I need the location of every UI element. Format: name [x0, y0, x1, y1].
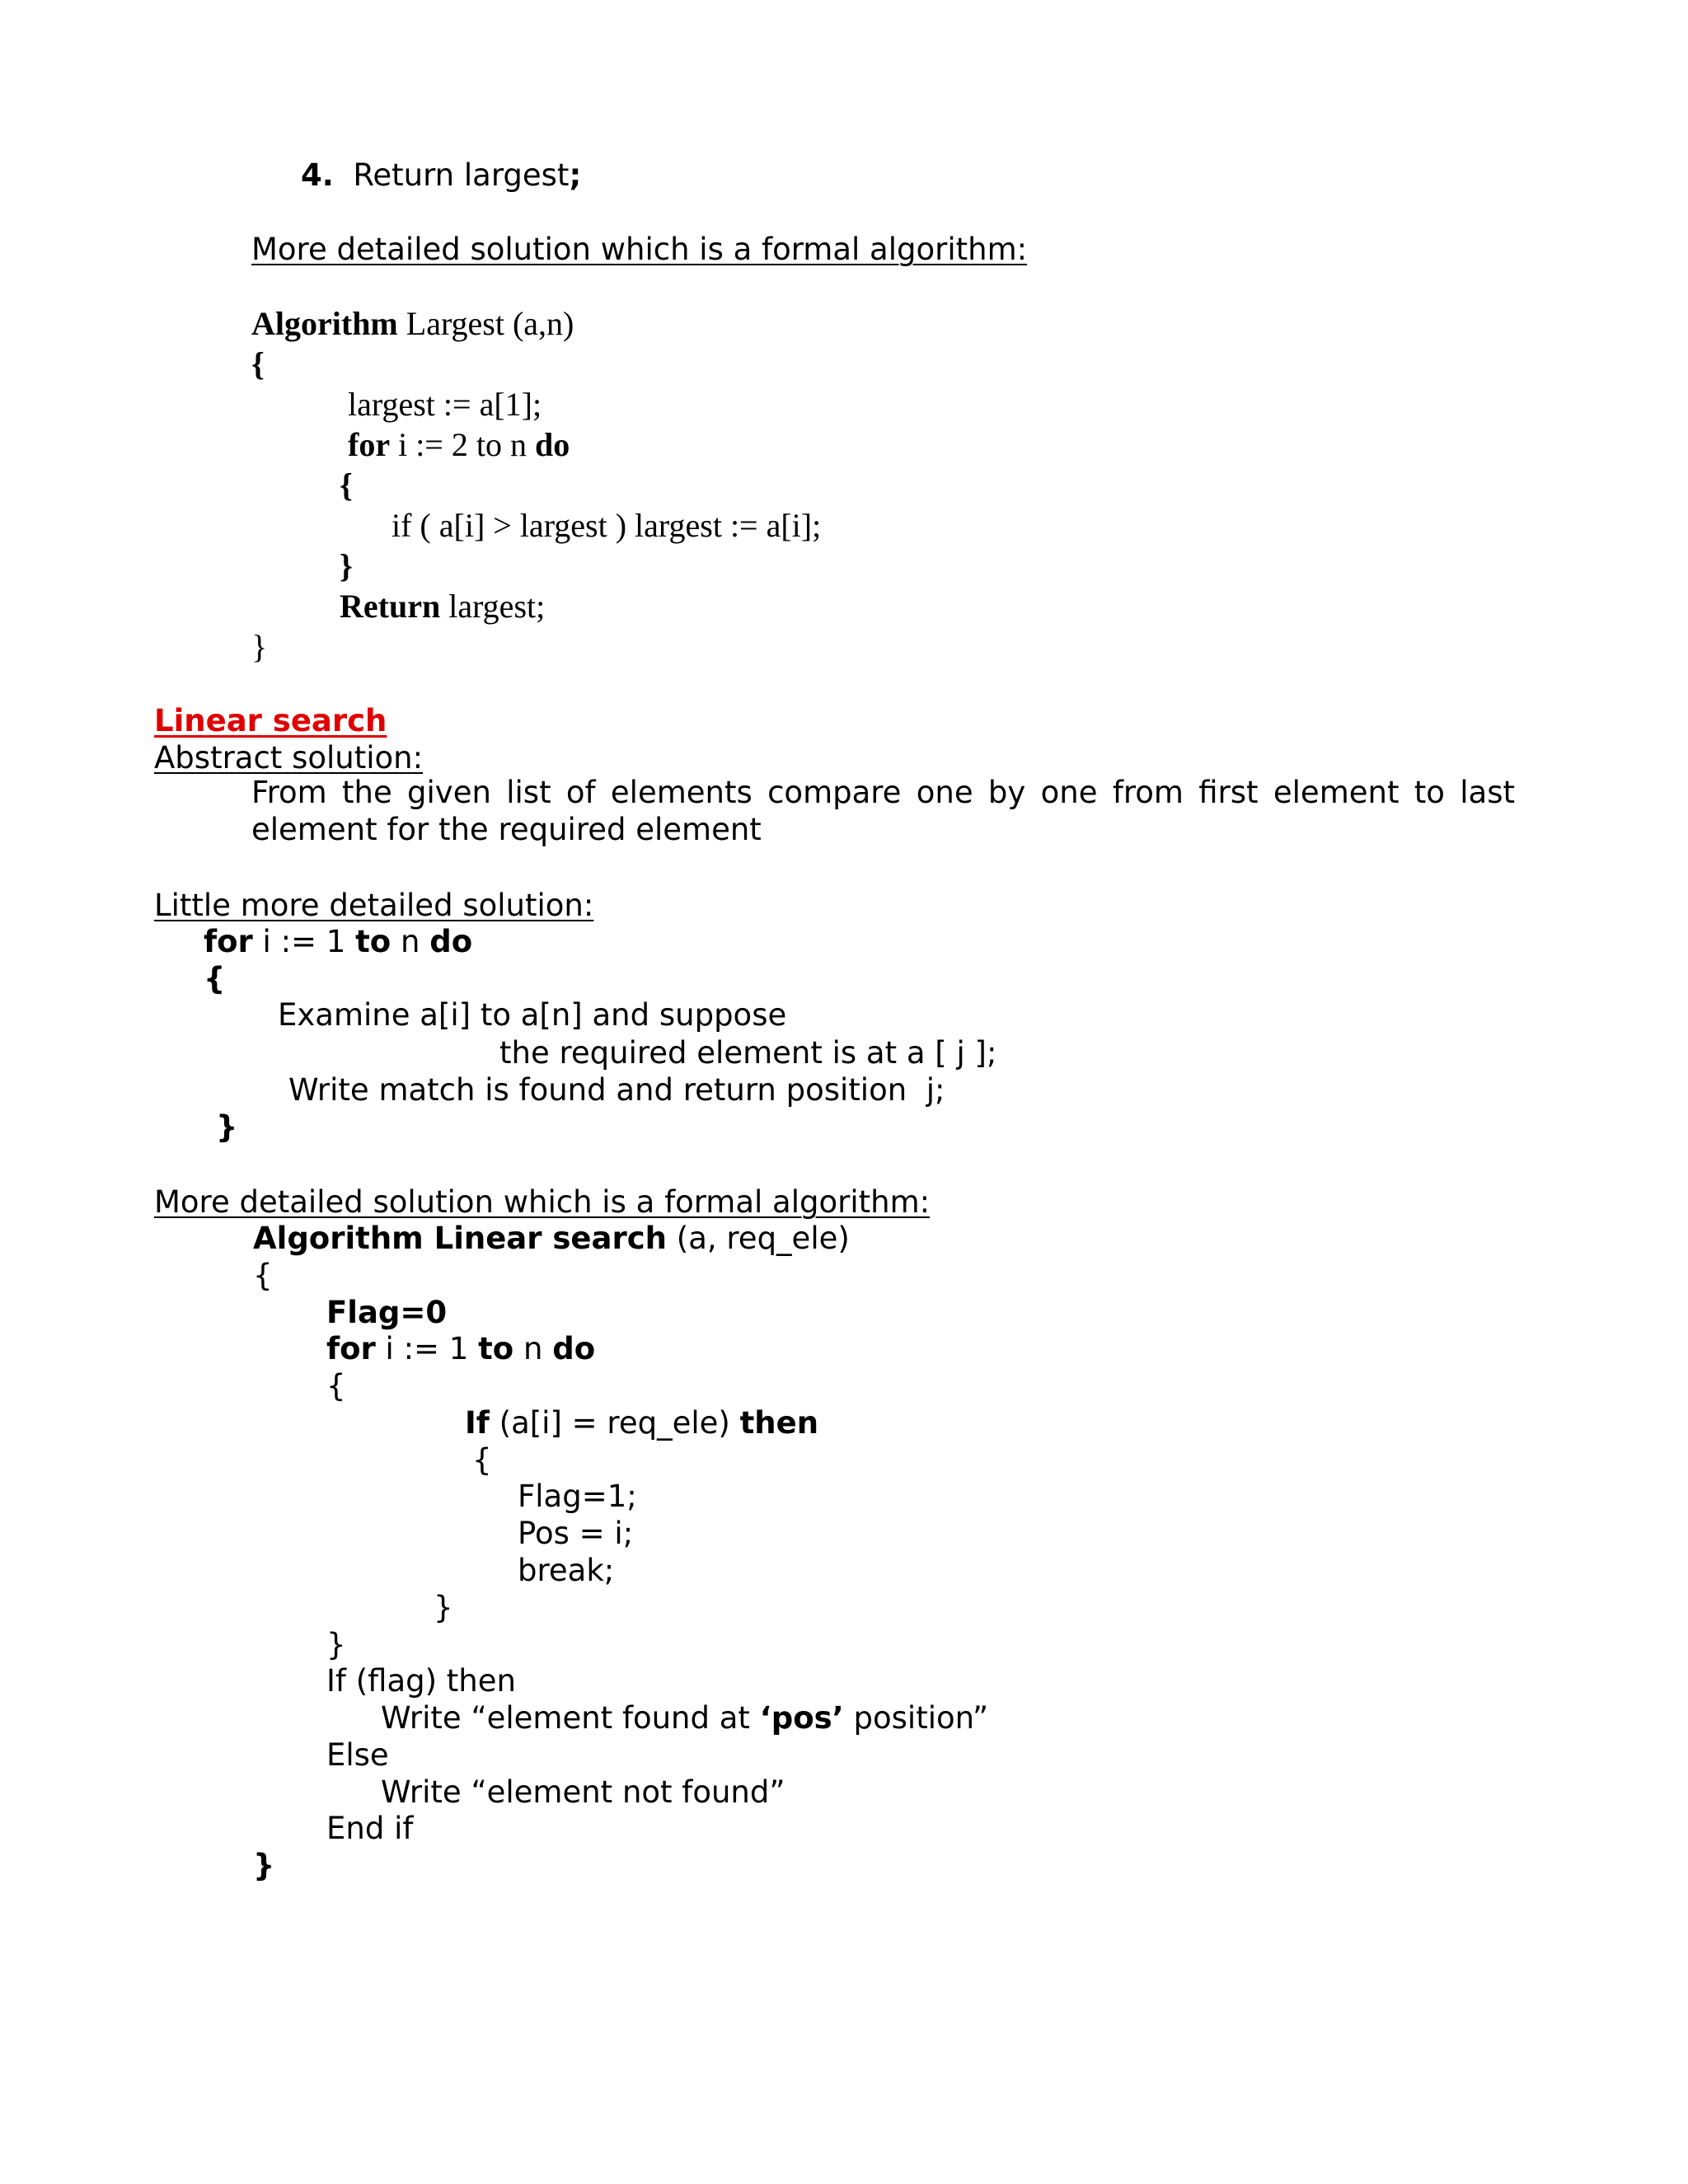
little-detailed-heading: Little more detailed solution: — [154, 888, 594, 923]
linear-for-line — [326, 1333, 595, 1364]
little-line-required: the required element is at a [ j ]; — [499, 1035, 997, 1071]
to-keyword: to — [478, 1331, 514, 1366]
step-semicolon: ; — [569, 157, 582, 193]
little-line-write: Write match is found and return position j; — [288, 1072, 945, 1108]
pos-set-line: Pos = i; — [518, 1516, 634, 1551]
linear-close-brace: } — [253, 1848, 275, 1883]
algo-params: (a, req_ele) — [667, 1221, 850, 1256]
return-value: largest; — [440, 588, 546, 625]
pos-word: ‘pos’ — [759, 1700, 844, 1736]
do-keyword: do — [552, 1331, 596, 1366]
step-number: 4. — [301, 157, 334, 193]
if-keyword: If — [465, 1405, 490, 1441]
for-range: i := 2 to n — [390, 426, 535, 463]
algo-largest-signature — [251, 307, 574, 340]
for-limit: n — [513, 1331, 553, 1366]
write-found-line — [381, 1700, 989, 1736]
flag-init-line: Flag=0 — [326, 1295, 448, 1330]
little-for-line — [204, 926, 472, 957]
largest-inner-close-brace: } — [340, 547, 353, 584]
flag-set-line: Flag=1; — [518, 1479, 637, 1514]
end-if-line: End if — [326, 1811, 414, 1846]
write-not-found-line: Write “element not found” — [381, 1774, 785, 1810]
for-range: i := 1 — [252, 924, 356, 959]
largest-assign-line: largest := a[1]; — [348, 386, 542, 423]
to-keyword: to — [355, 924, 392, 959]
largest-return-line — [340, 590, 545, 623]
if-line — [465, 1405, 819, 1441]
else-line: Else — [326, 1737, 389, 1773]
if-open-brace: { — [472, 1442, 492, 1478]
formal-heading-largest: More detailed solution which is a formal algorithm: — [251, 232, 1028, 267]
largest-for-line — [348, 426, 570, 463]
then-keyword: then — [739, 1405, 819, 1441]
if-flag-line: If (flag) then — [326, 1663, 516, 1699]
abstract-heading: Abstract solution: — [154, 740, 424, 776]
largest-inner-open-brace: { — [340, 466, 353, 504]
write-found-prefix: Write “element found at — [381, 1700, 760, 1736]
section-title-linear-search: Linear search — [154, 703, 387, 738]
abstract-text: From the given list of elements compare one by one from first element to last element for the required element — [251, 775, 1515, 847]
for-keyword: for — [326, 1331, 376, 1366]
largest-if-line: if ( a[i] > largest ) largest := a[i]; — [392, 507, 822, 544]
for-keyword: for — [348, 426, 391, 463]
little-open-brace: { — [204, 961, 226, 996]
formal-heading-linear: More detailed solution which is a formal algorithm: — [154, 1184, 931, 1220]
break-line: break; — [518, 1553, 615, 1588]
algo-keyword: Algorithm — [251, 305, 398, 342]
algo-name: Largest (a,n) — [397, 305, 574, 342]
little-line-examine: Examine a[i] to a[n] and suppose — [278, 997, 787, 1033]
step-4 — [301, 157, 582, 193]
for-limit: n — [391, 924, 430, 959]
largest-open-brace: { — [251, 345, 265, 382]
if-condition: (a[i] = req_ele) — [489, 1405, 740, 1441]
do-keyword: do — [534, 426, 570, 463]
do-keyword: do — [429, 924, 473, 959]
write-found-suffix: position” — [843, 1700, 989, 1736]
algo-title: Algorithm Linear search — [253, 1221, 668, 1256]
for-close-brace: } — [326, 1627, 346, 1662]
if-close-brace: } — [434, 1590, 453, 1625]
linear-open-brace: { — [253, 1258, 273, 1293]
for-range: i := 1 — [375, 1331, 479, 1366]
for-open-brace: { — [326, 1368, 346, 1404]
little-close-brace: } — [216, 1109, 238, 1145]
largest-close-brace: } — [251, 628, 268, 665]
for-keyword: for — [204, 924, 253, 959]
return-keyword: Return — [340, 588, 441, 625]
linear-algo-signature — [253, 1223, 850, 1254]
step-text: Return largest — [353, 157, 570, 193]
